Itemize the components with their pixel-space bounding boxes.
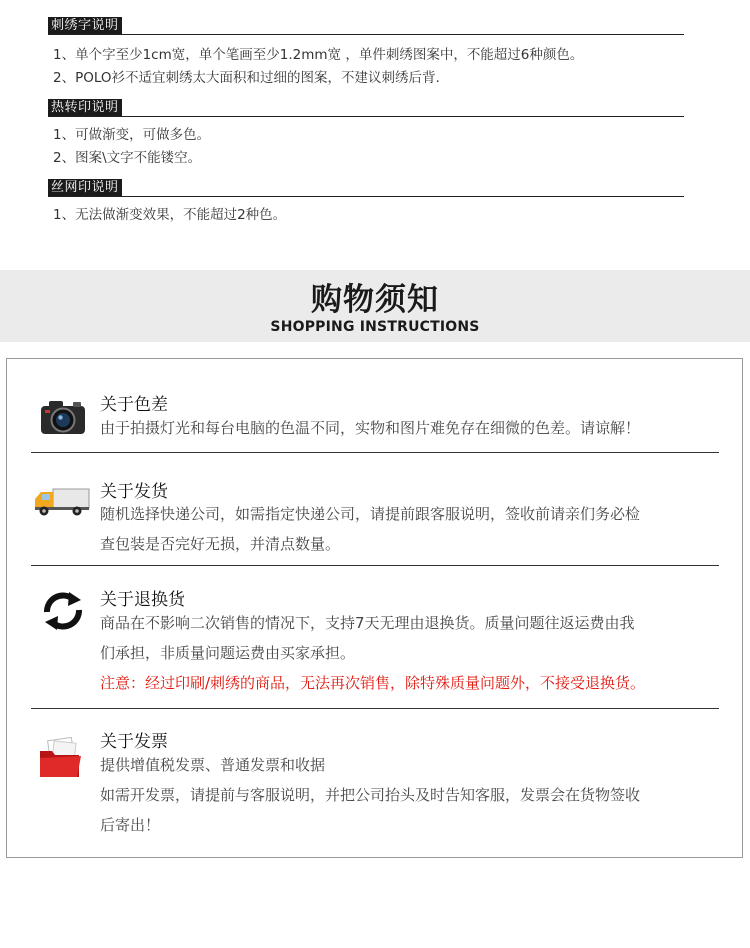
red-folder-icon [37,737,83,785]
screen-print-notes [48,178,684,227]
banner-title-en: SHOPPING INSTRUCTIONS [270,319,480,335]
invoice-text-2: 如需开发票，请提前与客服说明，并把公司抬头及时告知客服，发票会在货物签收 [100,786,641,804]
heat-transfer-line-2: 2、图案\文字不能镂空。 [53,150,202,166]
invoice-title: 关于发票 [100,732,168,752]
shipping-title: 关于发货 [100,482,168,502]
returns-warning: 注意：经过印刷/刺绣的商品，无法再次销售，除特殊质量问题外，不接受退换货。 [100,674,646,692]
embroidery-header [48,16,684,35]
embroidery-tag: 刺绣字说明 [48,17,122,34]
divider [31,452,719,453]
returns-title: 关于退换货 [100,590,185,610]
banner-title-cn: 购物须知 [311,282,439,318]
heat-transfer-line-1: 1、可做渐变，可做多色。 [53,127,211,143]
notice-box [6,358,743,858]
camera-icon [39,397,87,441]
heat-transfer-notes [48,98,684,170]
invoice-text-1: 提供增值税发票、普通发票和收据 [100,756,326,774]
divider [31,565,719,566]
embroidery-notes [48,16,684,90]
shopping-instructions-banner [0,270,750,342]
invoice-text-3: 后寄出！ [100,816,161,834]
returns-text-1: 商品在不影响二次销售的情况下，支持7天无理由退换货。质量问题往返运费由我 [100,614,635,632]
color-diff-text: 由于拍摄灯光和每台电脑的色温不同，实物和图片难免存在细微的色差。请谅解！ [100,419,641,437]
divider [31,708,719,709]
screen-print-tag: 丝网印说明 [48,179,122,196]
screen-print-header [48,178,684,197]
delivery-truck-icon [33,487,91,521]
embroidery-line-1: 1、单个字至少1cm宽，单个笔画至少1.2mm宽 ，单件刺绣图案中，不能超过6种颜色。 [53,47,584,63]
screen-print-line-1: 1、无法做渐变效果，不能超过2种色。 [53,207,287,223]
embroidery-line-2: 2、POLO衫不适宜刺绣太大面积和过细的图案，不建议刺绣后背. [53,70,440,86]
heat-transfer-tag: 热转印说明 [48,99,122,116]
heat-transfer-header [48,98,684,117]
shipping-text-2: 查包装是否完好无损，并清点数量。 [100,535,341,553]
returns-text-2: 们承担，非质量问题运费由买家承担。 [100,644,356,662]
color-diff-title: 关于色差 [100,395,168,415]
shipping-text-1: 随机选择快递公司，如需指定快递公司，请提前跟客服说明，签收前请亲们务必检 [100,505,641,523]
exchange-arrows-icon [40,590,86,636]
